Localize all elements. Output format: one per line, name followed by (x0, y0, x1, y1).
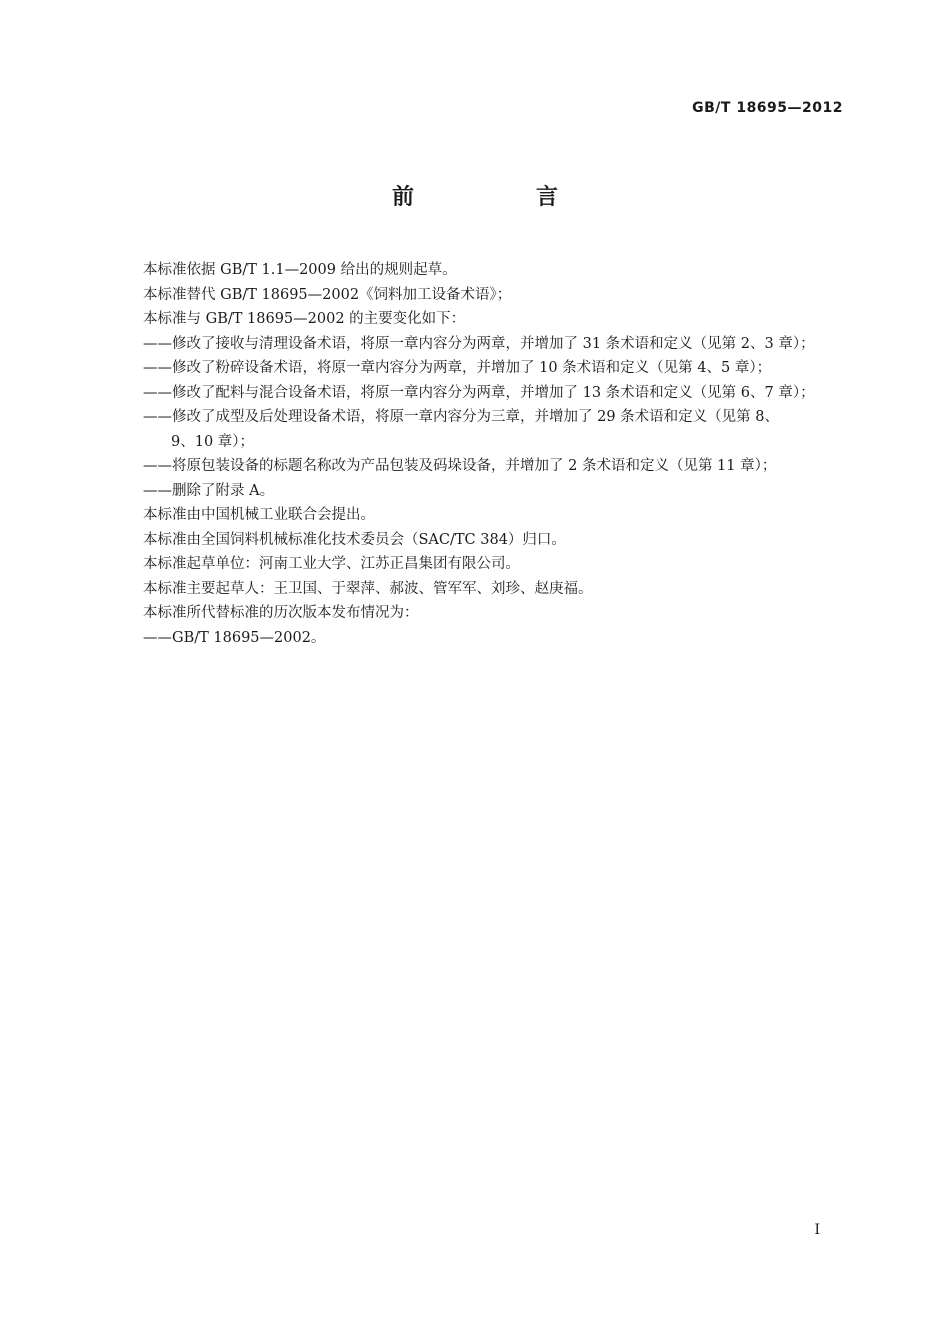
text-line: 本标准依据 GB/T 1.1—2009 给出的规则起草。 (143, 262, 457, 278)
change-item: ——修改了配料与混合设备术语，将原一章内容分为两章，并增加了 13 条术语和定义（见第 6、7 章）； (143, 384, 815, 401)
text-line: 本标准替代 GB/T 18695—2002《饲料加工设备术语》； (143, 286, 512, 303)
change-item: ——修改了粉碎设备术语，将原一章内容分为两章，并增加了 10 条术语和定义（见第 4、5 章）； (143, 360, 772, 376)
page-title: 前 言 (391, 185, 608, 210)
text-line: 本标准所代替标准的历次版本发布情况为： (143, 605, 419, 621)
version-item: ——GB/T 18695—2002。 (143, 629, 326, 646)
text-line: 本标准起草单位：河南工业大学、江苏正昌集团有限公司。 (143, 556, 520, 572)
text-line: 本标准主要起草人：王卫国、于翠萍、郝波、管军军、刘珍、赵庚福。 (143, 580, 593, 597)
change-item-continuation: 9、10 章）； (171, 433, 255, 450)
change-item: ——修改了成型及后处理设备术语，将原一章内容分为三章，并增加了 29 条术语和定义（见第 8、 (143, 409, 779, 425)
foreword-body (143, 258, 848, 650)
change-item: ——修改了接收与清理设备术语，将原一章内容分为两章，并增加了 31 条术语和定义（见第 2、3 章）； (143, 335, 815, 352)
text-line: 本标准与 GB/T 18695—2002 的主要变化如下： (143, 311, 466, 327)
change-item: ——将原包装设备的标题名称改为产品包装及码垛设备，并增加了 2 条术语和定义（见第 11 章）； (143, 458, 777, 474)
page-number: I (814, 1222, 820, 1238)
text-line: 本标准由全国饲料机械标准化技术委员会（SAC/TC 384）归口。 (143, 531, 566, 548)
change-item: ——删除了附录 A。 (143, 482, 275, 499)
standard-code: GB/T 18695—2012 (692, 100, 843, 116)
text-line: 本标准由中国机械工业联合会提出。 (143, 507, 375, 523)
